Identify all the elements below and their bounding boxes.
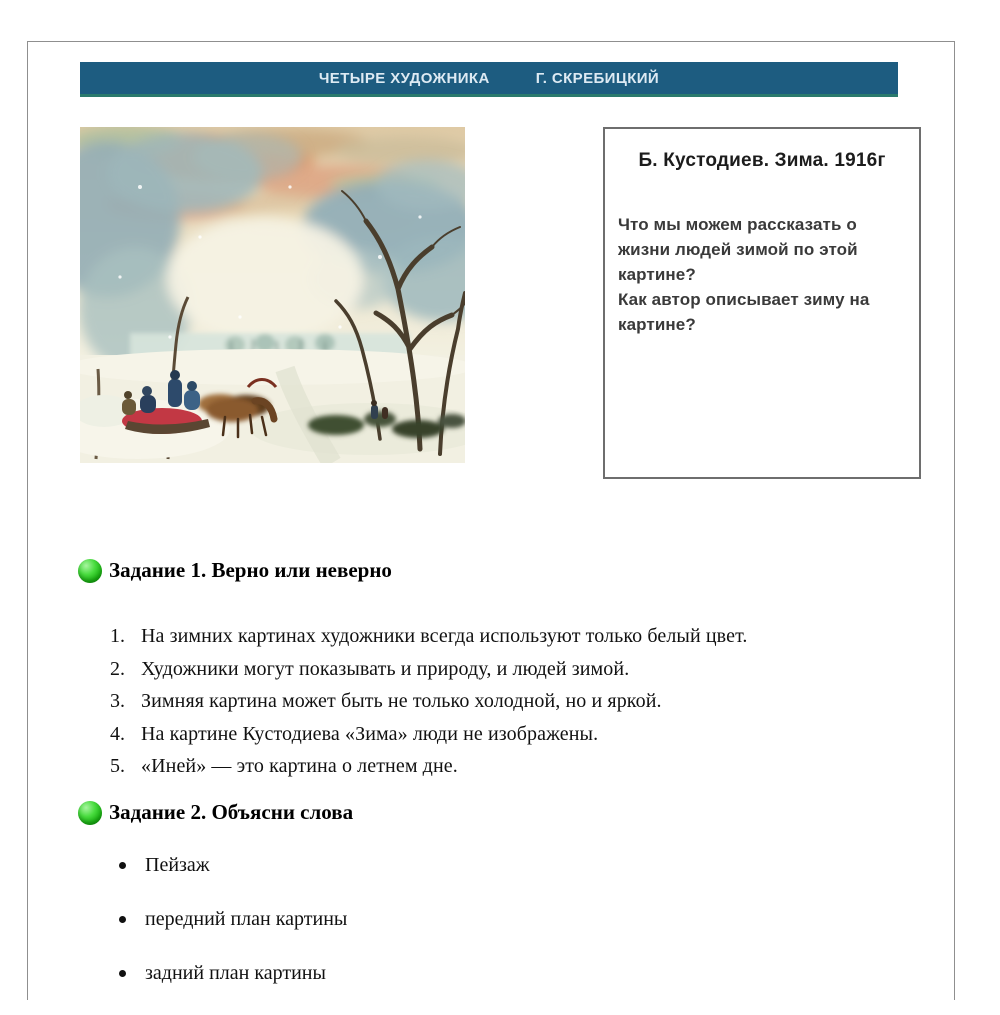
list-item-text: «Иней» — это картина о летнем дне. — [141, 755, 458, 777]
task1-list-item — [110, 750, 910, 783]
task2-list-item — [119, 907, 619, 931]
list-item-text: На картине Кустодиева «Зима» люди не изображены. — [141, 722, 599, 745]
question-text: Что мы можем рассказать о жизни людей зимой по этой картине? — [618, 215, 858, 284]
task1-heading — [78, 558, 392, 583]
header-book-title: ЧЕТЫРЕ ХУДОЖНИКА — [318, 69, 490, 87]
task2-heading — [78, 800, 353, 825]
header-author: Г. СКРЕБИЦКИЙ — [535, 69, 660, 87]
bullet-icon — [119, 916, 126, 923]
list-item-text: Художники могут показывать и природу, и людей зимой. — [141, 657, 630, 680]
task2-title: Задание 2. Объясни слова — [109, 800, 354, 824]
task1-list-item — [110, 685, 910, 718]
task1-list-item — [110, 653, 910, 686]
list-item-text: На зимних картинах художники всегда используют только белый цвет. — [141, 625, 748, 647]
list-item-text: задний план картины — [145, 962, 326, 984]
green-dot-icon — [78, 801, 102, 825]
question-text: Как автор описывает зиму на картине? — [618, 290, 870, 334]
task1-list-item — [110, 620, 910, 653]
list-item-number: 1. — [110, 625, 125, 647]
bullet-icon — [119, 970, 126, 977]
info-box — [603, 127, 921, 479]
list-item-number: 3. — [110, 690, 125, 712]
task1-list-item — [110, 718, 910, 751]
list-item-number: 4. — [110, 722, 125, 745]
painting-illustration — [80, 127, 465, 463]
list-item-text: Пейзаж — [145, 854, 210, 876]
list-item-number: 2. — [110, 657, 125, 680]
list-item-text: передний план картины — [145, 908, 348, 930]
task1-title: Задание 1. Верно или неверно — [109, 558, 392, 582]
list-item-number: 5. — [110, 755, 125, 777]
list-item-text: Зимняя картина может быть не только холодной, но и яркой. — [141, 690, 662, 712]
task1-list — [110, 620, 910, 783]
green-dot-icon — [78, 559, 102, 583]
discussion-questions — [618, 212, 906, 337]
kustodiev-winter-painting — [80, 127, 465, 463]
task2-list-item — [119, 961, 619, 985]
task2-list — [119, 853, 619, 1015]
header-bar — [80, 62, 898, 97]
bullet-icon — [119, 862, 126, 869]
painting-caption: Б. Кустодиев. Зима. 1916г — [638, 150, 886, 171]
task2-list-item — [119, 853, 619, 877]
